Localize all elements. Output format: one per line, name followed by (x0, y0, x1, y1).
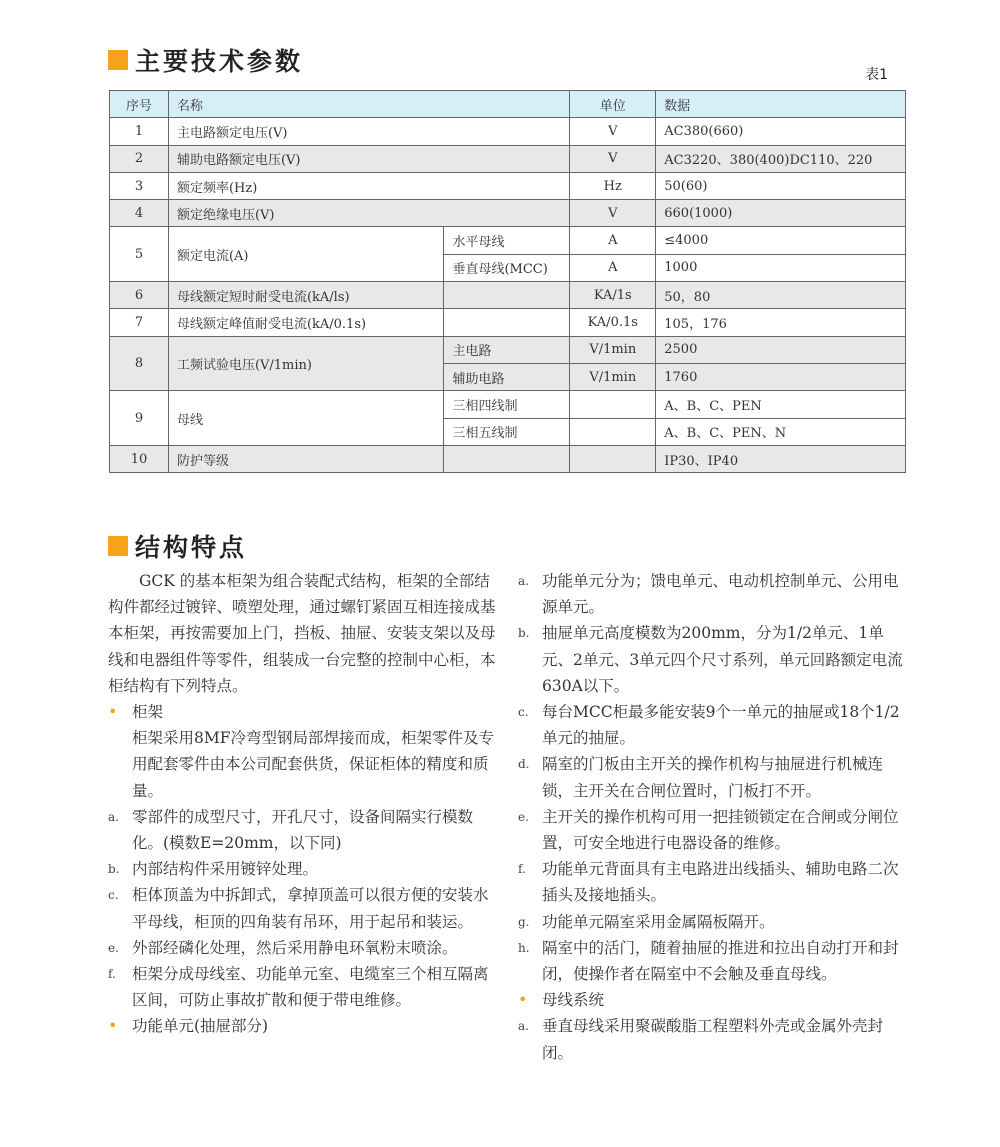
list-text: 主开关的操作机构可用一把挂锁锁定在合闸或分闸位置，可安全地进行电器设备的维修。 (542, 807, 899, 853)
cell-unit: V/1min (570, 336, 656, 363)
header-no: 序号 (110, 91, 169, 118)
list-marker: b. (108, 862, 120, 877)
cell-sublabel: 三相五线制 (444, 418, 570, 445)
table-row (110, 200, 906, 227)
group-description: 柜架采用8MF冷弯型钢局部焊接而成，柜架零件及专用配套零件由本公司配套供货，保证柜体的精度和质量。 (132, 729, 494, 800)
list-marker: a. (518, 574, 529, 588)
list-item (518, 620, 908, 699)
list-marker: c. (518, 705, 529, 720)
cell-no: 10 (110, 445, 169, 472)
list-text: 抽屉单元高度模数为200mm，分为1/2单元、1单元、2单元、3单元四个尺寸系列，单元回路额定电流630A以下。 (542, 624, 903, 695)
list-marker: a. (518, 1019, 529, 1034)
list-text: 功能单元隔室采用金属隔板隔开。 (542, 912, 775, 931)
section-title-specs (108, 42, 303, 78)
cell-value: AC380(660) (656, 118, 906, 145)
cell-empty (444, 309, 570, 336)
list-marker: c. (108, 888, 119, 903)
cell-value: 105，176 (656, 309, 906, 336)
list-text: 垂直母线采用聚碳酸脂工程塑料外壳或金属外壳封闭。 (542, 1017, 884, 1062)
list-item (518, 909, 908, 935)
list-item (518, 568, 908, 620)
list-marker: h. (518, 940, 530, 955)
cell-name: 额定绝缘电压(V) (168, 200, 569, 227)
intro-paragraph: GCK 的基本柜架为组合装配式结构，柜架的全部结构件都经过镀锌、喷塑处理，通过螺钉紧固互相连接成基本柜架，再按需要加上门，挡板、抽屉、安装支架以及母线和电器组件等零件，组装成一台完整的控制中心柜，本柜结构有下列特点。 (108, 572, 496, 695)
cell-value: 1000 (656, 254, 906, 281)
header-name: 名称 (168, 91, 569, 118)
header-unit: 单位 (570, 91, 656, 118)
list-marker: f. (108, 967, 116, 982)
table-row (110, 309, 906, 336)
cell-unit: V/1min (570, 363, 656, 390)
list-text: 柜架分成母线室、功能单元室、电缆室三个相互隔离区间，可防止事故扩散和便于带电维修。 (132, 965, 489, 1010)
table-label: 表1 (865, 67, 888, 83)
group-heading-text: 功能单元(抽屉部分) (132, 1017, 269, 1036)
list-item (108, 856, 498, 882)
list-text: 每台MCC柜最多能安装9个一单元的抽屉或18个1/2单元的抽屉。 (542, 703, 900, 748)
cell-value: 50，80 (656, 282, 906, 309)
table-row (110, 445, 906, 472)
list-item (518, 699, 908, 751)
list-text: 功能单元背面具有主电路进出线插头、辅助电路二次插头及接地插头。 (542, 860, 899, 905)
structure-body-text (108, 568, 908, 1088)
bullet-dot-icon: • (108, 1016, 118, 1036)
cell-no: 9 (110, 391, 169, 446)
cell-sublabel: 主电路 (444, 336, 570, 363)
cell-name: 防护等级 (168, 445, 444, 472)
list-marker: b. (518, 626, 530, 641)
cell-name: 工频试验电压(V/1min) (168, 336, 444, 391)
cell-unit: V (570, 118, 656, 145)
cell-no: 4 (110, 200, 169, 227)
section-title-text: 结构特点 (135, 533, 248, 562)
list-item (518, 856, 908, 908)
cell-empty (444, 282, 570, 309)
cell-sublabel: 辅助电路 (444, 363, 570, 390)
cell-value: ≤4000 (656, 227, 906, 254)
list-item (518, 751, 908, 803)
cell-no: 3 (110, 172, 169, 199)
cell-no: 1 (110, 118, 169, 145)
cell-name: 额定电流(A) (168, 227, 444, 282)
orange-square-icon (108, 50, 128, 70)
cell-no: 5 (110, 227, 169, 282)
cell-sublabel: 三相四线制 (444, 391, 570, 418)
group-heading (518, 987, 908, 1013)
cell-name: 额定频率(Hz) (168, 172, 569, 199)
table-row (110, 172, 906, 199)
cell-value: 50(60) (656, 172, 906, 199)
list-item (518, 935, 908, 987)
list-item (518, 804, 908, 856)
list-item (108, 882, 498, 934)
group-heading (108, 699, 498, 725)
cell-unit (570, 445, 656, 472)
section-title-text: 主要技术参数 (135, 47, 304, 76)
list-item (108, 961, 498, 1013)
cell-name: 母线额定短时耐受电流(kA/ls) (168, 282, 444, 309)
spec-table (109, 90, 906, 473)
list-marker: g. (518, 914, 530, 929)
list-item (108, 935, 498, 961)
cell-sublabel: 水平母线 (444, 227, 570, 254)
list-text: 外部经磷化处理，然后采用静电环氧粉末喷涂。 (132, 938, 458, 957)
cell-empty (444, 445, 570, 472)
cell-value: 2500 (656, 336, 906, 363)
table-row (110, 391, 906, 418)
cell-unit: KA/0.1s (570, 309, 656, 336)
cell-value: A、B、C、PEN (656, 391, 906, 418)
list-marker: a. (108, 809, 119, 824)
orange-square-icon (108, 536, 128, 556)
cell-no: 8 (110, 336, 169, 391)
cell-value: A、B、C、PEN、N (656, 418, 906, 445)
list-item (518, 1013, 908, 1065)
cell-no: 2 (110, 145, 169, 172)
cell-name: 母线额定峰值耐受电流(kA/0.1s) (168, 309, 444, 336)
cell-value: IP30、IP40 (656, 445, 906, 472)
cell-name: 母线 (168, 391, 444, 446)
table-row (110, 282, 906, 309)
list-text: 内部结构件采用镀锌处理。 (132, 860, 319, 879)
list-text: 零部件的成型尺寸，开孔尺寸，设备间隔实行模数化。(模数E=20mm，以下同) (132, 807, 474, 853)
cell-unit: KA/1s (570, 282, 656, 309)
group-heading-text: 柜架 (132, 703, 164, 722)
bullet-dot-icon: • (518, 990, 528, 1010)
cell-name: 主电路额定电压(V) (168, 118, 569, 145)
table-row (110, 336, 906, 363)
cell-value: 1760 (656, 363, 906, 390)
list-text: 柜体顶盖为中拆卸式，拿掉顶盖可以很方便的安装水平母线，柜顶的四角装有吊环，用于起吊和装运。 (132, 886, 489, 931)
cell-unit: A (570, 227, 656, 254)
cell-unit: Hz (570, 172, 656, 199)
table-row (110, 145, 906, 172)
table-row (110, 227, 906, 254)
list-item (108, 804, 498, 856)
cell-name: 辅助电路额定电压(V) (168, 145, 569, 172)
cell-unit: A (570, 254, 656, 281)
cell-unit: V (570, 145, 656, 172)
list-text: 隔室中的活门，随着抽屉的推进和拉出自动打开和封闭，使操作者在隔室中不会触及垂直母线。 (542, 938, 899, 984)
list-marker: d. (518, 757, 530, 772)
table-row (110, 118, 906, 145)
list-text: 功能单元分为；馈电单元、电动机控制单元、公用电源单元。 (542, 572, 899, 617)
cell-sublabel: 垂直母线(MCC) (444, 254, 570, 281)
cell-no: 7 (110, 309, 169, 336)
group-heading (108, 1013, 498, 1039)
list-text: 隔室的门板由主开关的操作机构与抽屉进行机械连锁，主开关在合闸位置时，门板打不开。 (542, 755, 884, 800)
table-header-row (110, 91, 906, 118)
list-marker: e. (518, 809, 529, 824)
group-heading-text: 母线系统 (542, 991, 605, 1010)
header-value: 数据 (656, 91, 906, 118)
cell-unit: V (570, 200, 656, 227)
cell-no: 6 (110, 282, 169, 309)
cell-value: 660(1000) (656, 200, 906, 227)
list-marker: f. (518, 862, 526, 877)
cell-unit (570, 418, 656, 445)
cell-value: AC3220、380(400)DC110、220 (656, 145, 906, 172)
bullet-dot-icon: • (108, 702, 118, 722)
cell-unit (570, 391, 656, 418)
section-title-structure (108, 528, 247, 564)
list-marker: e. (108, 940, 119, 955)
